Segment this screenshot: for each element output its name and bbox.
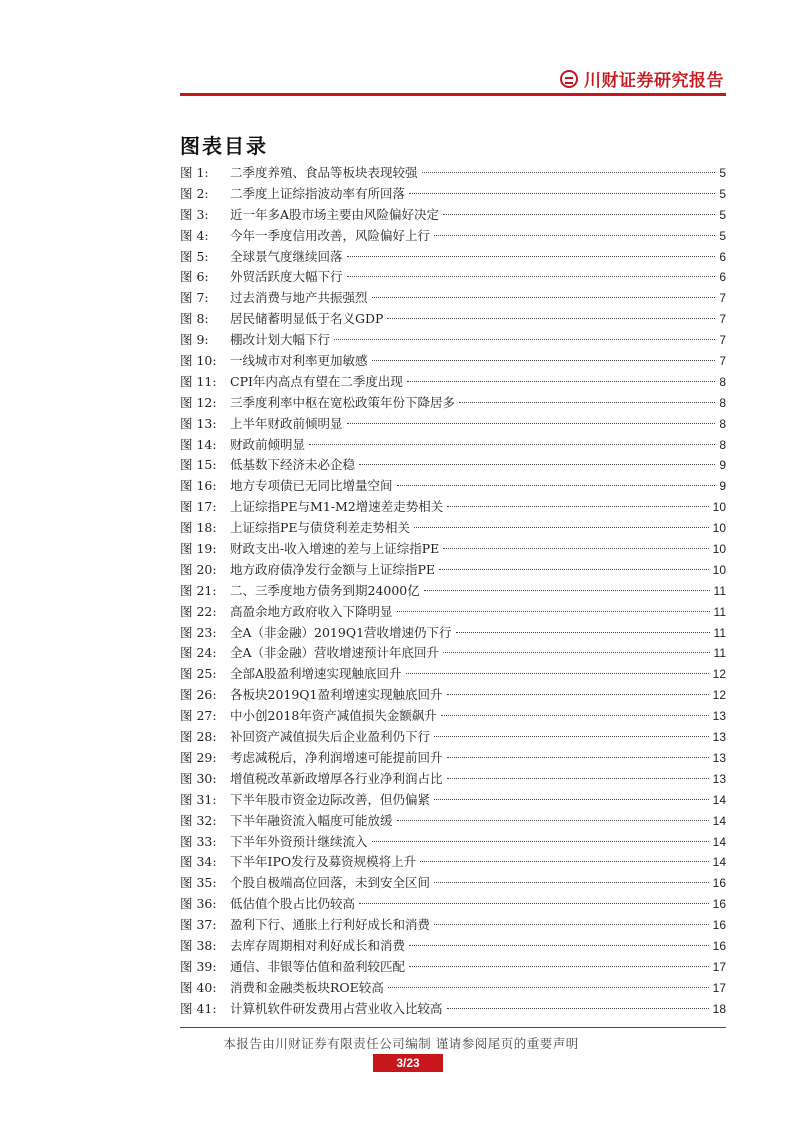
toc-figure-label: 图 3: [180, 206, 209, 222]
toc-page-number: 5 [719, 166, 726, 180]
toc-entry[interactable] [180, 372, 726, 393]
toc-figure-label: 图 27: [180, 708, 217, 724]
toc-entry[interactable] [180, 936, 726, 957]
toc-figure-label: 图 10: [180, 353, 217, 369]
toc-leader-dots [347, 423, 716, 424]
toc-page-number: 10 [712, 500, 726, 515]
toc-figure-title: 外贸活跃度大幅下行 [230, 269, 343, 285]
toc-page-number: 6 [719, 270, 726, 285]
toc-page-number: 13 [712, 750, 726, 765]
toc-entry[interactable] [180, 288, 726, 309]
toc-figure-label: 图 30: [180, 770, 217, 786]
toc-leader-dots [406, 673, 709, 674]
toc-page-number: 10 [712, 562, 726, 577]
toc-figure-label: 图 16: [180, 478, 217, 494]
toc-entry[interactable] [180, 727, 726, 748]
brand-logo-icon [560, 70, 578, 88]
toc-page-number: 11 [713, 604, 726, 619]
toc-figure-title: 居民储蓄明显低于名义GDP [230, 311, 384, 327]
toc-figure-title: 下半年外资预计继续流入 [230, 833, 368, 849]
toc-figure-title: 一线城市对利率更加敏感 [230, 353, 368, 369]
toc-page-number: 7 [719, 333, 726, 348]
toc-figure-title: 消费和金融类板块ROE较高 [230, 979, 384, 995]
toc-figure-label: 图 24: [180, 645, 217, 661]
toc-figure-label: 图 1: [180, 165, 209, 180]
toc-leader-dots [347, 256, 716, 257]
toc-figure-label: 图 40: [180, 979, 217, 995]
toc-figure-title: 地方专项债已无同比增量空间 [230, 478, 393, 494]
toc-figure-title: 近一年多A股市场主要由风险偏好决定 [230, 206, 440, 222]
toc-figure-title: 下半年融资流入幅度可能放缓 [230, 812, 393, 828]
toc-figure-title: 地方政府债净发行金额与上证综指PE [230, 561, 436, 577]
toc-entry[interactable] [180, 184, 726, 205]
toc-figure-title: 上证综指PE与M1-M2增速差走势相关 [230, 499, 444, 515]
toc-figure-label: 图 28: [180, 729, 217, 745]
toc-figure-label: 图 34: [180, 854, 217, 870]
toc-figure-label: 图 38: [180, 937, 217, 953]
toc-figure-title: 下半年股市资金边际改善，但仍偏紧 [230, 791, 431, 807]
toc-figure-label: 图 18: [180, 520, 217, 536]
toc-figure-label: 图 11: [180, 373, 217, 389]
toc-figure-title: 低基数下经济未必企稳 [230, 457, 356, 473]
toc-leader-dots [434, 924, 709, 925]
page-number-badge: 3/23 [373, 1054, 443, 1072]
toc-figure-title: 盈利下行、通胀上行利好成长和消费 [230, 917, 431, 933]
toc-entry[interactable] [180, 435, 726, 456]
toc-figure-title: CPI年内高点有望在二季度出现 [230, 373, 403, 389]
toc-page-number: 12 [712, 667, 726, 682]
toc-entry[interactable] [180, 455, 726, 476]
toc-leader-dots [409, 945, 709, 946]
toc-entry[interactable] [180, 852, 726, 873]
toc-figure-title: 二季度养殖、食品等板块表现较强 [230, 165, 418, 180]
toc-leader-dots [347, 276, 716, 277]
toc-entry[interactable] [180, 957, 726, 978]
toc-figure-label: 图 19: [180, 541, 217, 557]
toc-entry[interactable] [180, 414, 726, 435]
toc-figure-title: 全A（非金融）营收增速预计年底回升 [230, 645, 440, 661]
toc-page-number: 13 [712, 709, 726, 724]
toc-leader-dots [397, 820, 709, 821]
toc-figure-title: 低估值个股占比仍较高 [230, 896, 356, 912]
toc-leader-dots [459, 402, 715, 403]
toc-figure-title: 今年一季度信用改善，风险偏好上行 [230, 227, 431, 243]
toc-leader-dots [359, 903, 709, 904]
toc-figure-label: 图 31: [180, 791, 217, 807]
toc-figure-title: 二季度上证综指波动率有所回落 [230, 185, 406, 201]
toc-page-number: 7 [719, 354, 726, 369]
toc-figure-title: 个股自极端高位回落，未到安全区间 [230, 875, 431, 891]
toc-leader-dots [388, 987, 709, 988]
toc-entry[interactable] [180, 790, 726, 811]
toc-leader-dots [359, 464, 715, 465]
toc-page-number: 10 [712, 542, 726, 557]
toc-leader-dots [441, 715, 709, 716]
toc-figure-label: 图 8: [180, 311, 209, 327]
toc-figure-label: 图 7: [180, 290, 209, 306]
section-title: 图表目录 [180, 134, 268, 158]
toc-leader-dots [434, 235, 715, 236]
toc-figure-title: 全部A股盈利增速实现触底回升 [230, 666, 402, 682]
toc-figure-title: 去库存周期相对利好成长和消费 [230, 937, 406, 953]
toc-leader-dots [456, 632, 710, 633]
toc-page-number: 13 [712, 771, 726, 786]
toc-page-number: 8 [719, 416, 726, 431]
toc-page-number: 18 [712, 1001, 726, 1016]
toc-figure-label: 图 9: [180, 332, 209, 348]
toc-leader-dots [434, 882, 709, 883]
toc-leader-dots [420, 861, 709, 862]
toc-page-number: 12 [712, 688, 726, 703]
toc-entry[interactable] [180, 811, 726, 832]
toc-figure-label: 图 25: [180, 666, 217, 682]
toc-page-number: 11 [713, 625, 726, 640]
toc-figure-title: 财政支出-收入增速的差与上证综指PE [230, 541, 440, 557]
table-of-figures [180, 163, 726, 1020]
toc-figure-label: 图 2: [180, 185, 209, 201]
toc-leader-dots [397, 611, 710, 612]
toc-figure-title: 通信、非银等估值和盈利较匹配 [230, 958, 406, 974]
toc-page-number: 16 [712, 876, 726, 891]
toc-figure-title: 补回资产减值损失后企业盈利仍下行 [230, 729, 431, 745]
toc-page-number: 16 [712, 938, 726, 953]
toc-entry[interactable] [180, 873, 726, 894]
toc-page-number: 17 [712, 959, 726, 974]
toc-figure-title: 上证综指PE与债贷利差走势相关 [230, 520, 411, 536]
toc-page-number: 7 [719, 312, 726, 327]
header-brand [560, 66, 724, 91]
toc-figure-label: 图 33: [180, 833, 217, 849]
toc-figure-title: 全A（非金融）2019Q1营收增速仍下行 [230, 624, 452, 640]
toc-page-number: 5 [719, 228, 726, 243]
toc-entry[interactable] [180, 393, 726, 414]
toc-leader-dots [447, 506, 708, 507]
toc-leader-dots [407, 381, 715, 382]
toc-figure-label: 图 17: [180, 499, 217, 515]
toc-figure-title: 棚改计划大幅下行 [230, 332, 331, 348]
toc-page-number: 16 [712, 918, 726, 933]
toc-page-number: 9 [719, 458, 726, 473]
toc-figure-label: 图 6: [180, 269, 209, 285]
toc-entry[interactable] [180, 664, 726, 685]
toc-entry[interactable] [180, 560, 726, 581]
toc-figure-label: 图 26: [180, 687, 217, 703]
toc-page-number: 14 [712, 792, 726, 807]
toc-leader-dots [372, 841, 709, 842]
toc-entry[interactable] [180, 978, 726, 999]
toc-leader-dots [439, 569, 709, 570]
toc-page-number: 14 [712, 813, 726, 828]
toc-figure-label: 图 23: [180, 624, 217, 640]
toc-entry[interactable] [180, 748, 726, 769]
toc-figure-label: 图 20: [180, 561, 217, 577]
toc-leader-dots [372, 297, 716, 298]
toc-figure-label: 图 21: [180, 582, 217, 598]
toc-figure-label: 图 32: [180, 812, 217, 828]
toc-figure-label: 图 14: [180, 436, 217, 452]
toc-entry[interactable] [180, 497, 726, 518]
toc-entry[interactable] [180, 205, 726, 226]
toc-figure-title: 各板块2019Q1盈利增速实现触底回升 [230, 687, 443, 703]
toc-figure-label: 图 29: [180, 749, 217, 765]
toc-figure-label: 图 36: [180, 896, 217, 912]
toc-figure-title: 计算机软件研发费用占营业收入比较高 [230, 1000, 443, 1016]
toc-entry[interactable] [180, 623, 726, 644]
toc-figure-title: 三季度利率中枢在宽松政策年份下降居多 [230, 394, 456, 410]
toc-entry[interactable] [180, 643, 726, 664]
toc-page-number: 17 [712, 980, 726, 995]
toc-entry[interactable] [180, 915, 726, 936]
toc-entry[interactable] [180, 476, 726, 497]
toc-page-number: 9 [719, 479, 726, 494]
toc-page-number: 7 [719, 291, 726, 306]
toc-page-number: 11 [713, 646, 726, 661]
toc-leader-dots [334, 339, 715, 340]
toc-leader-dots [424, 590, 710, 591]
toc-figure-label: 图 12: [180, 394, 217, 410]
toc-page-number: 5 [719, 207, 726, 222]
toc-entry[interactable] [180, 685, 726, 706]
toc-page-number: 8 [719, 374, 726, 389]
toc-figure-title: 增值税改革新政增厚各行业净利润占比 [230, 770, 443, 786]
toc-leader-dots [422, 172, 716, 173]
toc-figure-label: 图 15: [180, 457, 217, 473]
toc-leader-dots [443, 214, 715, 215]
toc-page-number: 13 [712, 730, 726, 745]
toc-entry[interactable] [180, 351, 726, 372]
toc-leader-dots [397, 485, 716, 486]
toc-figure-label: 图 5: [180, 248, 209, 264]
toc-figure-title: 下半年IPO发行及募资规模将上升 [230, 854, 417, 870]
toc-figure-label: 图 22: [180, 603, 217, 619]
toc-figure-label: 图 4: [180, 227, 209, 243]
toc-entry[interactable] [180, 706, 726, 727]
toc-page-number: 14 [712, 834, 726, 849]
toc-figure-title: 财政前倾明显 [230, 436, 306, 452]
toc-entry[interactable] [180, 999, 726, 1020]
toc-entry[interactable] [180, 769, 726, 790]
toc-leader-dots [387, 318, 715, 319]
toc-leader-dots [434, 736, 709, 737]
toc-leader-dots [447, 778, 709, 779]
toc-figure-label: 图 39: [180, 958, 217, 974]
toc-entry[interactable] [180, 309, 726, 330]
toc-entry[interactable] [180, 247, 726, 268]
toc-entry[interactable] [180, 602, 726, 623]
toc-entry[interactable] [180, 539, 726, 560]
toc-leader-dots [447, 1008, 709, 1009]
toc-figure-title: 考虑减税后，净利润增速可能提前回升 [230, 749, 443, 765]
toc-leader-dots [414, 527, 709, 528]
toc-leader-dots [443, 652, 710, 653]
footer-divider [180, 1027, 726, 1028]
toc-figure-title: 上半年财政前倾明显 [230, 415, 343, 431]
footer-disclaimer: 本报告由川财证券有限责任公司编制 谨请参阅尾页的重要声明 [223, 1036, 579, 1051]
toc-page-number: 16 [712, 897, 726, 912]
toc-leader-dots [409, 966, 709, 967]
toc-entry[interactable] [180, 163, 726, 184]
toc-figure-title: 高盈余地方政府收入下降明显 [230, 603, 393, 619]
toc-figure-label: 图 41: [180, 1000, 217, 1016]
toc-page-number: 11 [713, 583, 726, 598]
toc-page-number: 5 [719, 186, 726, 201]
toc-entry[interactable] [180, 330, 726, 351]
toc-page-number: 10 [712, 521, 726, 536]
toc-leader-dots [443, 548, 708, 549]
toc-figure-title: 过去消费与地产共振强烈 [230, 290, 368, 306]
toc-entry[interactable] [180, 581, 726, 602]
toc-figure-title: 全球景气度继续回落 [230, 248, 343, 264]
toc-page-number: 8 [719, 437, 726, 452]
toc-leader-dots [409, 193, 715, 194]
toc-page-number: 8 [719, 395, 726, 410]
toc-leader-dots [309, 444, 715, 445]
toc-entry[interactable] [180, 894, 726, 915]
toc-figure-title: 中小创2018年资产减值损失金额飙升 [230, 708, 437, 724]
toc-figure-label: 图 37: [180, 917, 217, 933]
toc-entry[interactable] [180, 518, 726, 539]
toc-entry[interactable] [180, 226, 726, 247]
toc-leader-dots [434, 799, 709, 800]
toc-leader-dots [372, 360, 716, 361]
toc-page-number: 6 [719, 249, 726, 264]
toc-entry[interactable] [180, 267, 726, 288]
header-divider [180, 93, 726, 96]
toc-leader-dots [447, 757, 709, 758]
toc-entry[interactable] [180, 832, 726, 853]
toc-leader-dots [447, 694, 709, 695]
toc-figure-label: 图 35: [180, 875, 217, 891]
toc-page-number: 14 [712, 855, 726, 870]
toc-figure-label: 图 13: [180, 415, 217, 431]
toc-figure-title: 二、三季度地方债务到期24000亿 [230, 582, 420, 598]
brand-name: 川财证券研究报告 [584, 71, 724, 91]
